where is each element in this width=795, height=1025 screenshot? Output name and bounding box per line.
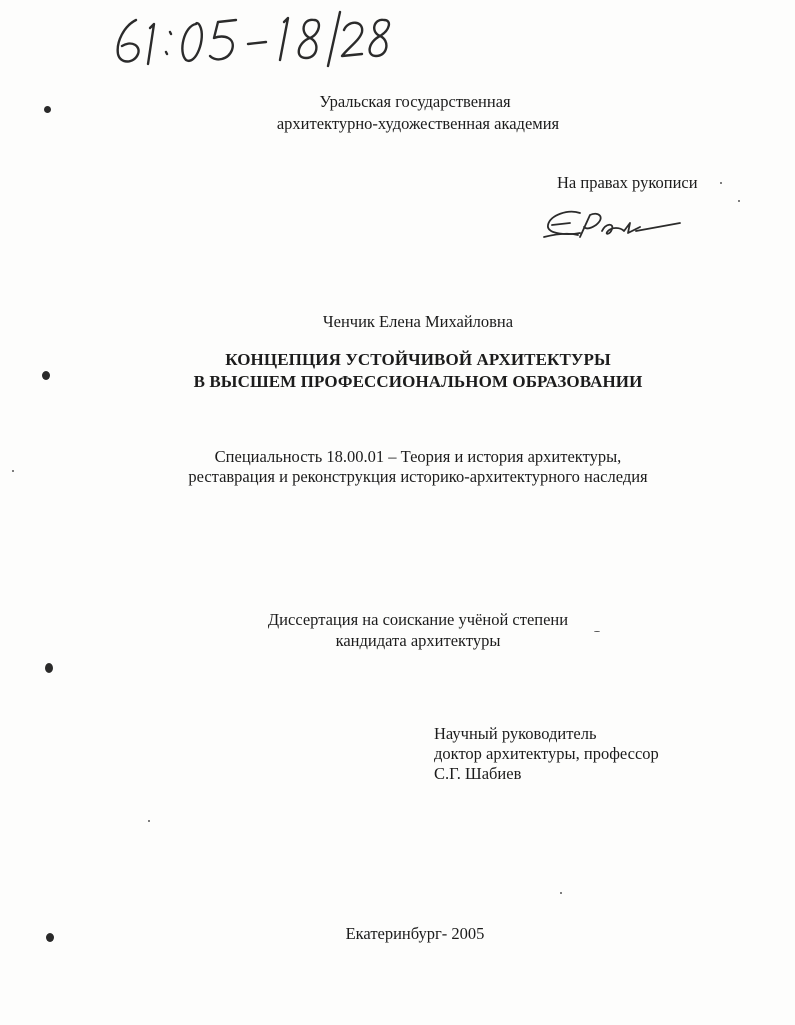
institution-line-1: Уральская государственная (319, 92, 511, 111)
supervisor-title: доктор архитектуры, профессор (434, 744, 659, 763)
binding-hole-mark (46, 933, 54, 942)
author-name: Ченчик Елена Михайловна (322, 312, 514, 331)
binding-hole-mark (42, 371, 50, 380)
specialty-line-1: Специальность 18.00.01 – Теория и история архитектуры, (214, 447, 622, 466)
scan-speck (12, 470, 14, 472)
scan-speck (738, 200, 740, 202)
specialty-line-2: реставрация и реконструкция историко-архитектурного наследия (188, 467, 648, 486)
scan-speck (594, 631, 600, 632)
dissertation-title-line-1: КОНЦЕПЦИЯ УСТОЙЧИВОЙ АРХИТЕКТУРЫ (225, 350, 611, 369)
degree-line-2: кандидата архитектуры (335, 631, 501, 650)
scan-speck (560, 892, 562, 894)
binding-hole-mark (45, 663, 53, 673)
rights-notice: На правах рукописи (557, 173, 698, 192)
scan-speck (148, 820, 150, 822)
binding-hole-mark (44, 106, 51, 113)
dissertation-title-line-2: В ВЫСШЕМ ПРОФЕССИОНАЛЬНОМ ОБРАЗОВАНИИ (193, 372, 643, 391)
supervisor-label: Научный руководитель (434, 724, 597, 743)
degree-line-1: Диссертация на соискание учёной степени (267, 610, 569, 629)
author-signature (540, 205, 685, 247)
handwritten-archive-code (108, 8, 398, 72)
place-year: Екатеринбург- 2005 (345, 924, 485, 943)
supervisor-name: С.Г. Шабиев (434, 764, 522, 783)
scan-speck (720, 182, 722, 184)
institution-line-2: архитектурно-художественная академия (276, 114, 560, 133)
